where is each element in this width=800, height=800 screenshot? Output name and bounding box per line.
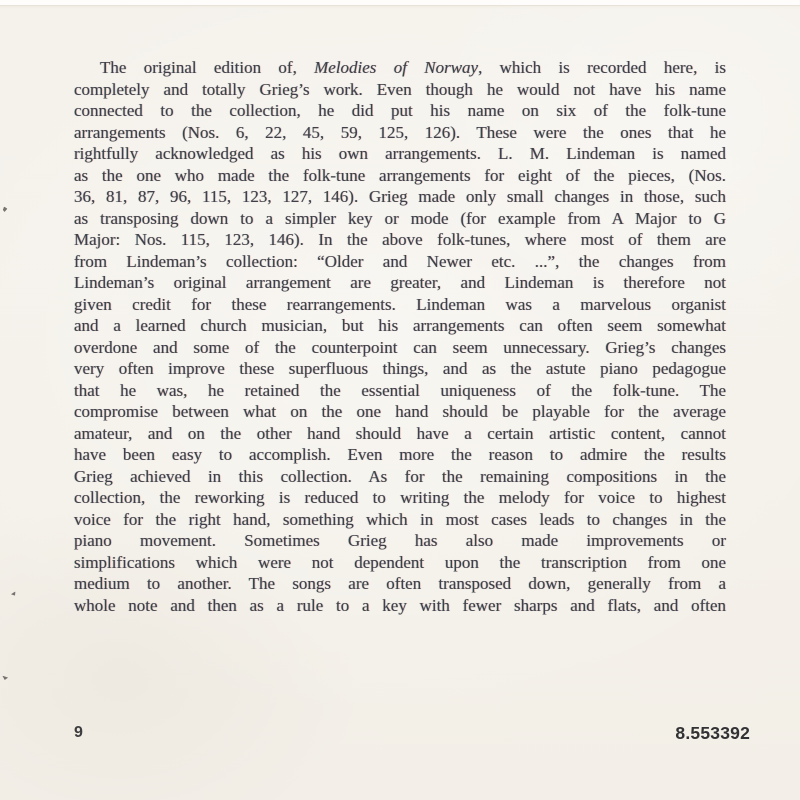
text-line: overdone and some of the counterpoint can seem unnecessary. Grieg’s changes (74, 337, 726, 357)
text-line: compromise between what on the one hand should be playable for the average (74, 402, 726, 421)
text-line: collection, the reworking is reduced to writing the melody for voice to highest (74, 488, 726, 507)
text-line: arrangements (Nos. 6, 22, 45, 59, 125, 126). These were the ones that he (74, 122, 726, 142)
text-line: 36, 81, 87, 96, 115, 123, 127, 146). Grieg made only small changes in those, such (74, 187, 726, 206)
text-line: whole note and then as a rule to a key with fewer sharps and flats, and often (74, 595, 726, 615)
catalog-number: 8.553392 (675, 722, 750, 743)
text-line: piano movement. Sometimes Grieg has also made improvements or (74, 531, 726, 550)
scan-speck (2, 206, 7, 212)
text-line: amateur, and on the other hand should have a certain artistic content, cannot (74, 423, 726, 443)
text-line: and a learned church musician, but his arrangements can often seem somewhat (74, 316, 726, 335)
text-line: connected to the collection, he did put his name on six of the folk-tune (74, 101, 726, 120)
work-title-italic: Melodies of Norway (314, 58, 479, 77)
text-line: as transposing down to a simpler key or mode (for example from A Major to G (74, 208, 726, 228)
liner-notes-paragraph (74, 57, 726, 616)
text-line (74, 57, 726, 79)
text-segment: , which is recorded here, is (478, 58, 726, 77)
text-line: completely and totally Grieg’s work. Even though he would not have his name (74, 79, 726, 99)
scan-edge-strip (0, 0, 800, 6)
page-footer (74, 722, 750, 744)
text-segment: The original edition of, (100, 58, 315, 77)
text-line: Grieg achieved in this collection. As for the remaining compositions in the (74, 466, 726, 486)
text-line: given credit for these rearrangements. Lindeman was a marvelous organist (74, 294, 726, 314)
scan-speck (2, 676, 8, 681)
text-line: as the one who made the folk-tune arrangements for eight of the pieces, (Nos. (74, 165, 726, 185)
text-line: Lindeman’s original arrangement are greater, and Lindeman is therefore not (74, 273, 726, 292)
text-line: voice for the right hand, something which in most cases leads to changes in the (74, 509, 726, 529)
text-line: have been easy to accomplish. Even more the reason to admire the results (74, 445, 726, 464)
text-line: from Lindeman’s collection: “Older and Newer etc. ...”, the changes from (74, 251, 726, 271)
text-line: medium to another. The songs are often transposed down, generally from a (74, 574, 726, 593)
text-line: rightfully acknowledged as his own arrangements. L. M. Lindeman is named (74, 144, 726, 163)
text-line: very often improve these superfluous things, and as the astute piano pedagogue (74, 359, 726, 378)
text-line: Major: Nos. 115, 123, 146). In the above folk-tunes, where most of them are (74, 230, 726, 249)
scan-speck (11, 591, 17, 596)
text-line: that he was, he retained the essential uniqueness of the folk-tune. The (74, 380, 726, 400)
text-line: simplifications which were not dependent upon the transcription from one (74, 552, 726, 572)
page-number: 9 (74, 724, 83, 741)
